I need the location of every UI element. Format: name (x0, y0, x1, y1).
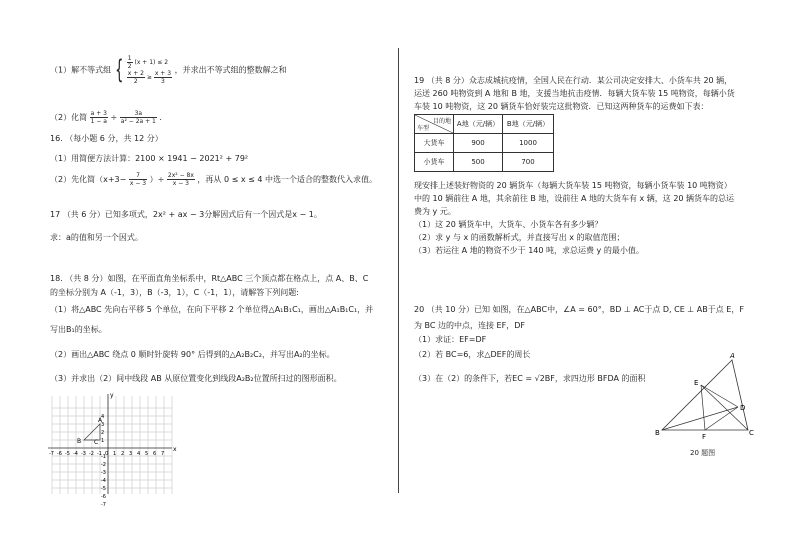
x-tick-label: 0 (105, 451, 109, 457)
inequality-question: （1）解不等式组 { $\frac{1}{2}$ (x + 1) ≤ 2 $\frac{x + 2}{2}$ ≥ $\frac{x + 3}{3}$ ，并求出不等式组的整数解之和 (50, 55, 287, 85)
q19-line1: 19 （共 8 分）众志成城抗疫情，全国人民在行动．某公司决定安排大、小货车共 20 辆， (414, 76, 733, 85)
x-tick-label: -1 (97, 451, 102, 457)
x-axis-label: x (173, 446, 177, 453)
x-tick-label: 6 (153, 451, 157, 457)
freight-cost-table (414, 114, 554, 172)
x-tick-label: 7 (161, 451, 165, 457)
q16-part1: （1）用简便方法计算：2100 × 1941 − 2021² + 79² (50, 154, 249, 163)
y-tick-label: 2 (101, 430, 105, 436)
table-header-b: B地（元/辆） (503, 115, 554, 134)
fig-point-e: E (694, 379, 699, 387)
y-tick-label: -7 (101, 502, 106, 508)
fig-point-c: C (749, 429, 754, 437)
x-tick-label: 5 (145, 451, 149, 457)
x-tick-label: -7 (49, 451, 54, 457)
triangle-abc-outline (662, 360, 748, 430)
figure-caption: 20 题图 (690, 449, 716, 457)
q18-line3: （1）将△ABC 先向右平移 5 个单位，在向下平移 2 个单位得△A₁B₁C₁，画出△A₁B₁C₁，并 (50, 305, 374, 314)
y-tick-label: -3 (101, 470, 106, 476)
simplify-question: （2）化简 $\frac{a + 3}{1 - a}$ ÷ $\frac{3a}{\text{a² − 2a + 1}}$ . (50, 110, 162, 125)
y-tick-label: 3 (101, 422, 105, 428)
q20-part1: （1）求证：EF=DF (414, 335, 487, 344)
column-divider (398, 48, 399, 493)
fig-point-a: A (730, 352, 735, 360)
q16-part2: （2）先化简（x+3− $\frac{7}{x - 3}$ ）÷ $\frac{\text{2x² − 8x}}{x - 3}$ ，再从 0 ≤ x ≤ 4 中选一个适合的整数代入求值。 (50, 172, 377, 187)
q19-line2: 运送 260 吨物资到 A 地和 B 地，支援当地抗击疫情．每辆大货车装 15 吨物资，每辆小货 (414, 89, 735, 98)
q19-line6: 费为 y 元。 (414, 207, 456, 216)
table-row: 小货车 500 700 (415, 153, 554, 172)
q18-line2: 的坐标分别为 A（-1，3），B（-3，1），C（-1，1），请解答下列问题: (50, 288, 299, 297)
q18-line1: 18. （共 8 分）如图，在平面直角坐标系中，Rt△ABC 三个顶点都在格点上，点 A、B、C (50, 274, 369, 283)
grid-lines (52, 396, 172, 494)
segment-ed (701, 385, 738, 407)
q18-line6: （3）并求出（2）间中线段 AB 从原位置变化到线段A₂B₂位置所扫过的图形面积。 (50, 374, 342, 383)
table-corner-cell: 目的地 车型 (415, 115, 454, 134)
x-tick-label: -5 (65, 451, 70, 457)
q17-line1: 17 （共 6 分）已知多项式，2x² + ax − 3分解因式后有一个因式是x − 1。 (50, 210, 322, 219)
point-c-label: C (94, 439, 99, 446)
point-a-label: A (98, 417, 103, 424)
q20-line1: 20 （共 10 分）已知 如图，在△ABC中，∠A = 60°，BD ⊥ AC于点 D, CE ⊥ AB于点 E，F (414, 305, 744, 314)
q19-line3: 车装 10 吨物资，这 20 辆货车恰好装完这批物资．已知这两种货车的运费如下表： (414, 102, 709, 111)
x-tick-label: -3 (81, 451, 86, 457)
table-header-a: A地（元/辆） (454, 115, 503, 134)
q18-line4: 写出B₁的坐标。 (50, 325, 107, 334)
coordinate-grid (44, 390, 184, 508)
y-tick-label: 4 (101, 414, 105, 420)
y-tick-label: -2 (101, 462, 106, 468)
segment-df (705, 407, 738, 430)
y-tick-labels (101, 414, 109, 508)
q19-line4: 现安排上述装好物资的 20 辆货车（每辆大货车装 15 吨物资，每辆小货车装 10 吨物资） (414, 181, 732, 190)
x-tick-label: 3 (129, 451, 133, 457)
y-tick-label: -6 (101, 494, 106, 500)
triangle-figure (650, 350, 760, 460)
q19-line5: 中的 10 辆前往 A 地，其余前往 B 地，设前往 A 地的大货车有 x 辆，这 20 辆货车的总运 (414, 194, 735, 203)
x-tick-labels (49, 451, 164, 457)
fig-point-f: F (702, 433, 707, 441)
y-tick-label: 1 (101, 438, 105, 444)
q18-line5: （2）画出△ABC 绕点 0 顺时针旋转 90° 后得到的△A₂B₂C₂，并写出A₂的坐标。 (50, 350, 335, 359)
x-tick-label: -6 (57, 451, 62, 457)
y-tick-label: -5 (101, 486, 106, 492)
y-axis-label: y (110, 392, 114, 399)
x-tick-label: -4 (73, 451, 78, 457)
q16-header: 16. （每小题 6 分，共 12 分） (50, 134, 163, 143)
system-brace: { (114, 55, 124, 85)
q19-part1: （1）这 20 辆货车中，大货车、小货车各有多少辆？ (414, 220, 603, 229)
q17-line2: 求：a的值和另一个因式。 (50, 233, 143, 242)
q19-part3: （3）若运往 A 地的物资不少于 140 吨，求总运费 y 的最小值。 (414, 246, 644, 255)
fig-point-b: B (655, 429, 660, 437)
segment-ef (701, 385, 705, 430)
inequality-system: $\frac{1}{2}$ (x + 1) ≤ 2 $\frac{x + 2}{2}$ ≥ $\frac{x + 3}{3}$ (127, 55, 172, 85)
q20-line2: 为 BC 边的中点，连接 EF，DF (414, 321, 525, 330)
y-tick-label: -1 (101, 454, 106, 460)
point-b-label: B (77, 438, 82, 445)
q19-part2: （2）求 y 与 x 的函数解析式，并直接写出 x 的取值范围； (414, 233, 625, 242)
q20-part2: （2）若 BC=6，求△DEF的周长 (414, 350, 531, 359)
x-tick-label: 2 (121, 451, 125, 457)
x-tick-label: -2 (89, 451, 94, 457)
y-tick-label: -4 (101, 478, 106, 484)
fig-point-d: D (740, 404, 746, 412)
q20-part3: （3）在（2）的条件下，若EC = √2BF，求四边形 BFDA 的面积 (414, 374, 646, 383)
x-tick-label: 4 (137, 451, 141, 457)
table-row: 大货车 900 1000 (415, 134, 554, 153)
x-tick-label: 1 (113, 451, 117, 457)
